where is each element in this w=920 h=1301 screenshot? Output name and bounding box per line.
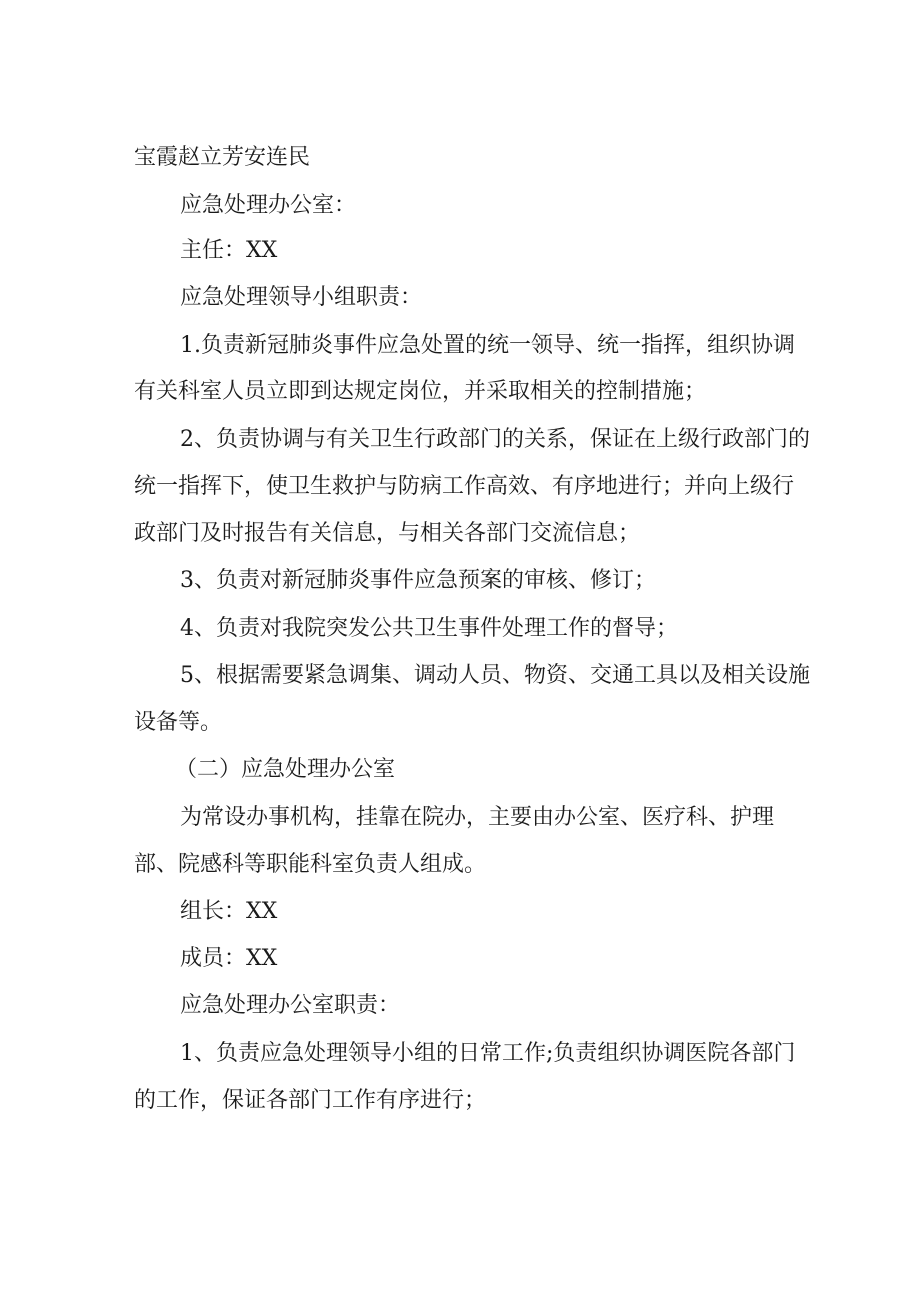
text-line-members: 成员：XX	[180, 946, 278, 971]
text-line-duty-4: 4、负责对我院突发公共卫生事件处理工作的督导；	[180, 616, 678, 641]
text-line-office-desc-b: 部、院感科等职能科室负责人组成。	[134, 852, 487, 877]
text-line-duty-2a: 2、负责协调与有关卫生行政部门的关系，保证在上级行政部门的	[180, 427, 810, 452]
text-line-duty-1a: 1.负责新冠肺炎事件应急处置的统一领导、统一指挥，组织协调	[180, 333, 795, 358]
text-line-office-duties-heading: 应急处理办公室职责：	[180, 993, 401, 1018]
text-line-names: 宝霞赵立芳安连民	[134, 145, 311, 170]
text-line-leadership-duties-heading: 应急处理领导小组职责：	[180, 285, 423, 310]
text-line-team-leader: 组长：XX	[180, 899, 278, 924]
text-line-office-duty-1a: 1、负责应急处理领导小组的日常工作;负责组织协调医院各部门	[180, 1041, 796, 1066]
text-line-duty-2c: 政部门及时报告有关信息，与相关各部门交流信息；	[134, 521, 641, 546]
text-line-office-duty-1b: 的工作，保证各部门工作有序进行；	[134, 1088, 487, 1113]
text-line-office-heading: 应急处理办公室：	[180, 193, 357, 218]
text-line-office-desc-a: 为常设办事机构，挂靠在院办，主要由办公室、医疗科、护理	[180, 805, 775, 830]
text-line-duty-1b: 有关科室人员立即到达规定岗位，并采取相关的控制措施；	[134, 379, 707, 404]
text-line-duty-5a: 5、根据需要紧急调集、调动人员、物资、交通工具以及相关设施	[180, 663, 810, 688]
text-line-director: 主任：XX	[180, 238, 278, 263]
text-line-duty-2b: 统一指挥下，使卫生救护与防病工作高效、有序地进行；并向上级行	[134, 474, 795, 499]
text-line-duty-3: 3、负责对新冠肺炎事件应急预案的审核、修订；	[180, 568, 656, 593]
text-line-section-2-heading: （二）应急处理办公室	[175, 757, 396, 782]
text-line-duty-5b: 设备等。	[134, 710, 223, 735]
